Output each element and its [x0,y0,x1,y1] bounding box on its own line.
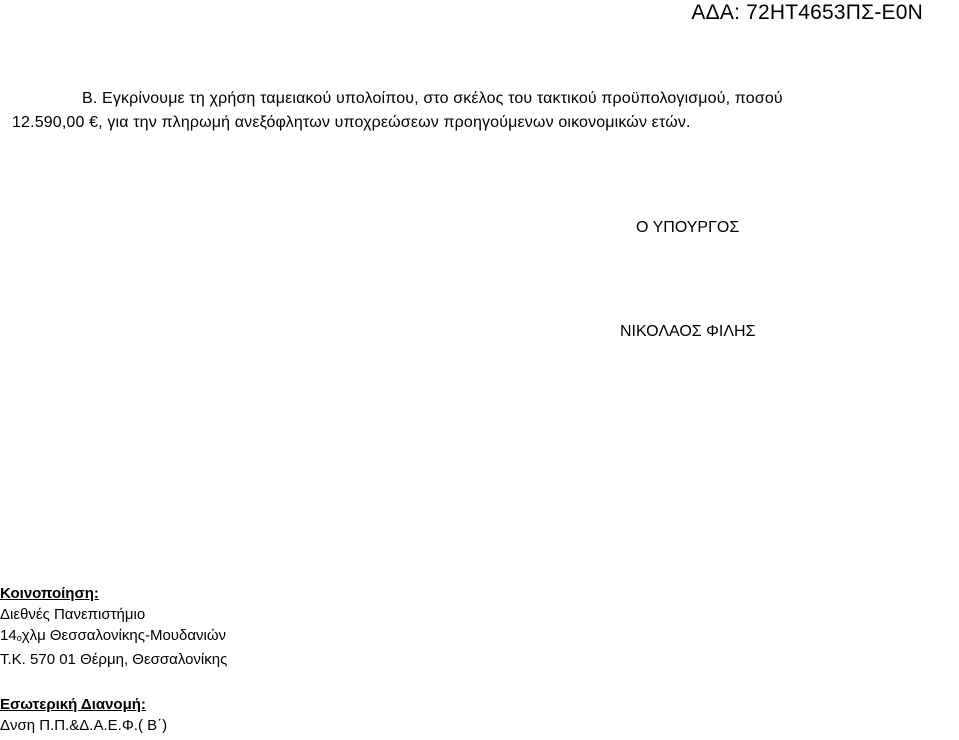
notification-recipient: Διεθνές Πανεπιστήμιο [0,606,146,623]
notification-postal: Τ.Κ. 570 01 Θέρμη, Θεσσαλονίκης [0,651,228,668]
signature-title: Ο ΥΠΟΥΡΓΟΣ [636,219,740,236]
ada-code: ΑΔΑ: 72ΗΤ4653ΠΣ-Ε0Ν [691,1,923,24]
decision-line-1: Β. Εγκρίνουμε τη χρήση ταμειακού υπολοίπου, στο σκέλος του τακτικού προϋπολογισμού, ποσού [82,90,783,107]
internal-distribution-heading: Εσωτερική Διανομή: [0,696,146,713]
notification-address [0,625,227,649]
signature-name-block [620,321,755,343]
address-km: 14 [0,627,17,644]
signature-title-block [636,217,739,239]
signature-name: ΝΙΚΟΛΑΟΣ ΦΙΛΗΣ [620,323,756,340]
internal-distribution-item: Δνση Π.Π.&Δ.Α.Ε.Φ.( Β΄) [0,717,168,734]
address-road: χλμ Θεσσαλονίκης-Μουδανιών [21,627,227,644]
address-km-suffix: ο [16,633,22,643]
decision-line-2: 12.590,00 €, για την πληρωμή ανεξόφλητων υποχρεώσεων προηγούμενων οικονομικών ετών. [12,114,691,131]
decision-paragraph [12,87,952,135]
notification-block [0,583,227,670]
internal-distribution-block [0,694,167,736]
notification-heading: Κοινοποίηση: [0,585,99,602]
